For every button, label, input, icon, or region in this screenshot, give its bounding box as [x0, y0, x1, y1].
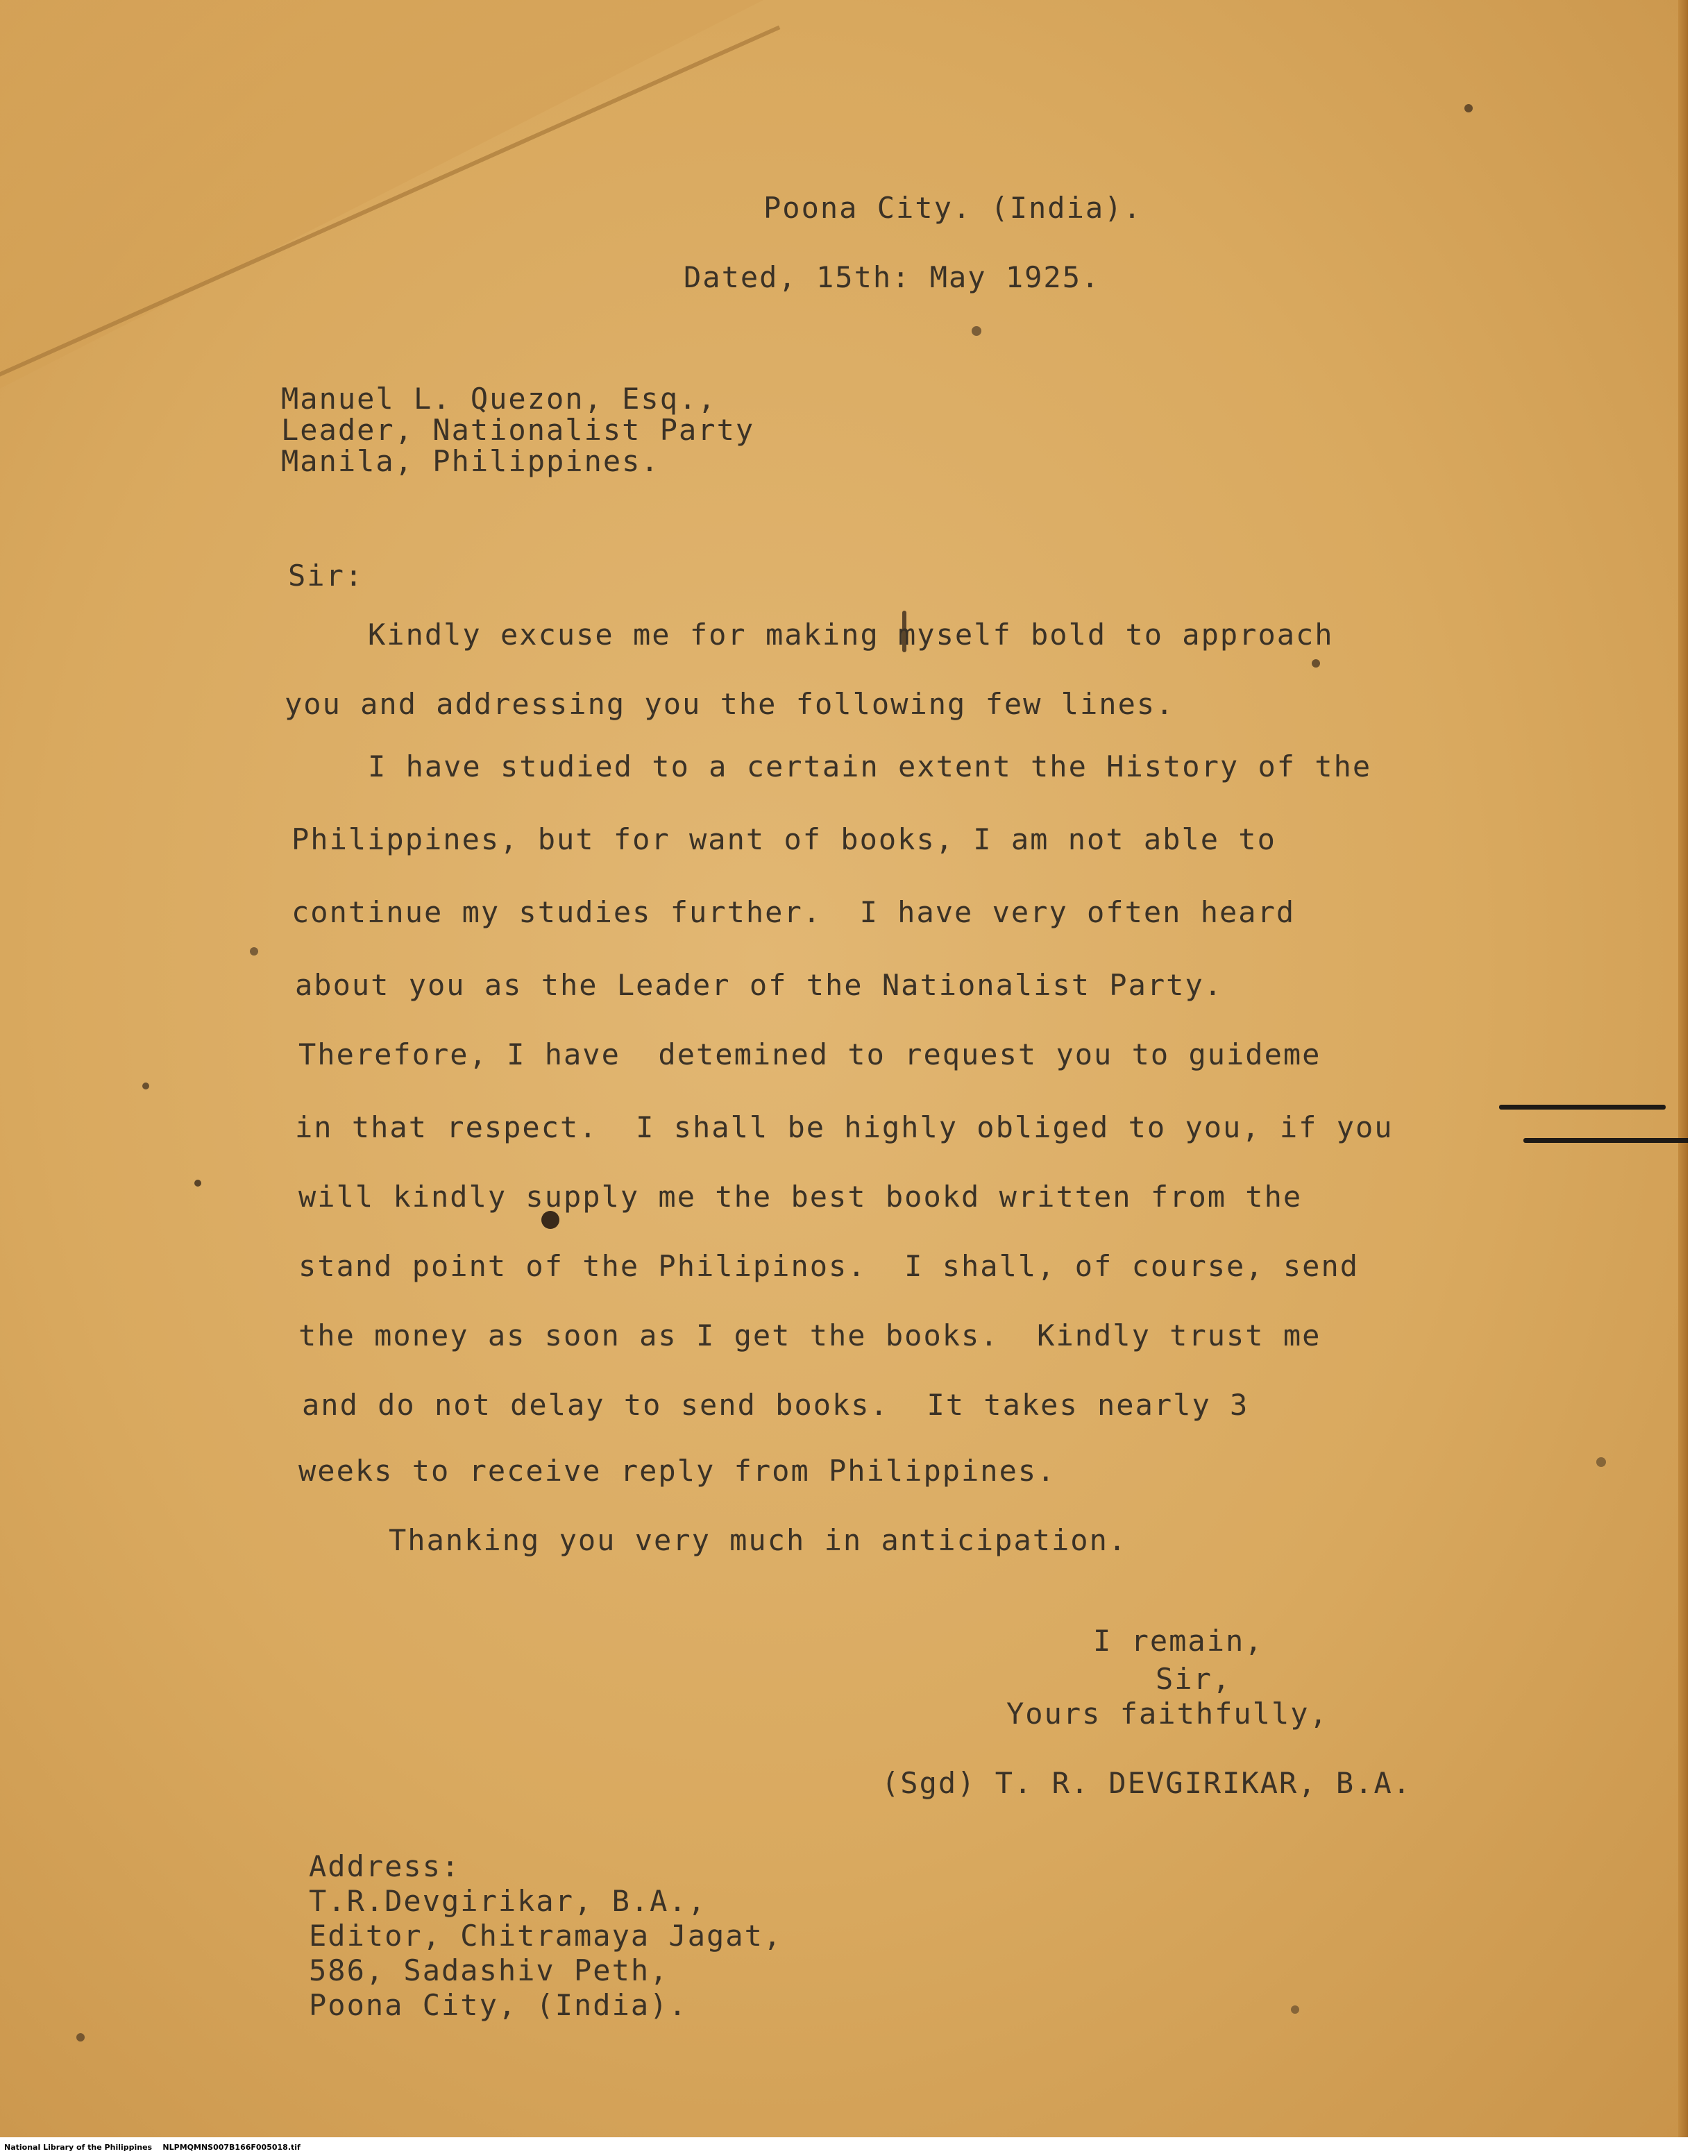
ink-strike-mark	[1523, 1138, 1688, 1143]
recipient-line: Leader, Nationalist Party	[281, 413, 755, 447]
ink-spot	[1291, 2005, 1299, 2014]
ink-strike-mark	[1499, 1105, 1666, 1110]
body-line: Kindly excuse me for making myself bold to approach	[368, 618, 1334, 652]
address-line: Editor, Chitramaya Jagat,	[309, 1919, 783, 1953]
address-line: T.R.Devgirikar, B.A.,	[309, 1884, 707, 1918]
body-line: about you as the Leader of the Nationalist Party.	[295, 968, 1224, 1002]
body-line: Therefore, I have detemined to request you to guideme	[298, 1037, 1321, 1071]
thanks-line: Thanking you very much in anticipation.	[389, 1523, 1128, 1557]
signature: (Sgd) T. R. DEVGIRIKAR, B.A.	[881, 1766, 1412, 1800]
closing-line: Sir,	[1156, 1662, 1232, 1696]
address-line: Address:	[309, 1849, 461, 1883]
address-line: 586, Sadashiv Peth,	[309, 1953, 669, 1987]
body-line: Philippines, but for want of books, I am not able to	[291, 822, 1276, 856]
body-line: and do not delay to send books. It takes nearly 3	[302, 1388, 1249, 1422]
letter-place: Poona City. (India).	[763, 191, 1142, 225]
folded-corner	[0, 0, 763, 389]
letter-date: Dated, 15th: May 1925.	[684, 260, 1101, 294]
ink-spot	[1464, 104, 1473, 112]
ink-spot	[250, 947, 258, 956]
recipient-line: Manuel L. Quezon, Esq.,	[281, 382, 717, 416]
body-line: stand point of the Philipinos. I shall, of course, send	[298, 1249, 1360, 1283]
body-line: in that respect. I shall be highly obliged to you, if you	[295, 1110, 1394, 1144]
address-line: Poona City, (India).	[309, 1988, 688, 2022]
ink-spot	[76, 2033, 85, 2042]
salutation: Sir:	[288, 559, 364, 593]
closing-line: Yours faithfully,	[1006, 1697, 1328, 1731]
body-line: weeks to receive reply from Philippines.	[298, 1454, 1056, 1488]
ink-spot	[1312, 659, 1320, 668]
body-line: will kindly supply me the best bookd written from the	[298, 1180, 1303, 1214]
ink-spot	[142, 1083, 149, 1089]
page-edge-shadow	[1678, 0, 1688, 2137]
body-line: you and addressing you the following few lines.	[285, 687, 1175, 721]
archive-label: National Library of the Philippines NLPMQMNS007B166F005018.tif	[4, 2143, 301, 2152]
archive-footer	[0, 2140, 1708, 2156]
body-line: the money as soon as I get the books. Kindly trust me	[298, 1318, 1321, 1352]
ink-spot	[1596, 1457, 1606, 1467]
body-line: continue my studies further. I have very often heard	[291, 895, 1296, 929]
closing-line: I remain,	[1093, 1624, 1264, 1658]
body-line: I have studied to a certain extent the History of the	[368, 749, 1372, 783]
ink-spot	[194, 1180, 201, 1187]
ink-spot	[972, 326, 981, 336]
recipient-line: Manila, Philippines.	[281, 444, 660, 478]
